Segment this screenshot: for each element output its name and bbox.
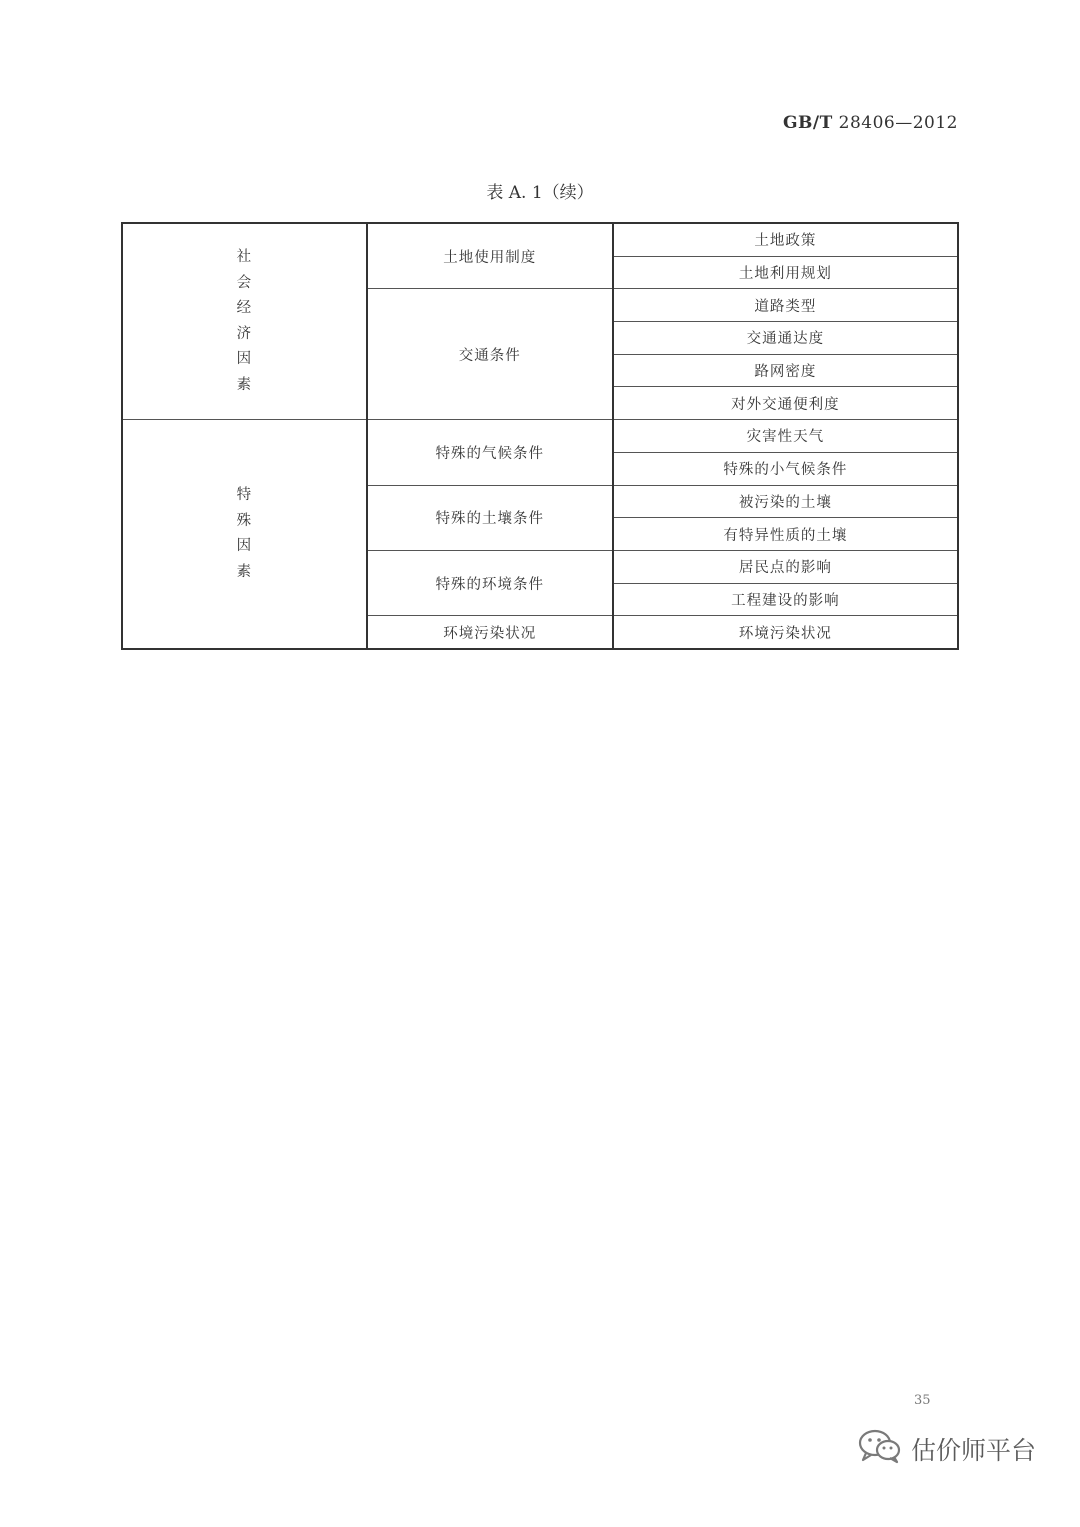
table-row [122, 420, 958, 453]
subgroup-cell: 交通条件 [367, 289, 613, 420]
subgroup-cell: 环境污染状况 [367, 616, 613, 649]
standard-code [783, 113, 958, 133]
subgroup-cell: 特殊的环境条件 [367, 550, 613, 615]
table-title: 表 A. 1（续） [486, 183, 594, 203]
category-cell [122, 420, 367, 649]
standard-code-prefix: GB/T [783, 113, 833, 133]
table-row [122, 223, 958, 256]
category-label-socioeconomic: 社 会 经 济 因 素 [236, 249, 253, 393]
watermark-text: 估价师平台 [911, 1436, 1037, 1465]
item-cell: 灾害性天气 [613, 420, 958, 453]
item-cell: 有特异性质的土壤 [613, 518, 958, 551]
item-cell: 居民点的影响 [613, 550, 958, 583]
item-cell: 交通通达度 [613, 322, 958, 355]
subgroup-cell: 特殊的土壤条件 [367, 485, 613, 550]
item-cell: 环境污染状况 [613, 616, 958, 649]
standard-code-number: 28406—2012 [838, 113, 958, 133]
item-cell: 土地政策 [613, 223, 958, 256]
item-cell: 被污染的土壤 [613, 485, 958, 518]
wechat-icon [857, 1427, 903, 1471]
category-label-special: 特 殊 因 素 [236, 487, 253, 580]
subgroup-cell: 土地使用制度 [367, 223, 613, 289]
page-number: 35 [914, 1393, 931, 1408]
subgroup-cell: 特殊的气候条件 [367, 420, 613, 485]
category-cell [122, 223, 367, 420]
item-cell: 道路类型 [613, 289, 958, 322]
watermark [857, 1427, 1036, 1471]
item-cell: 特殊的小气候条件 [613, 452, 958, 485]
item-cell: 土地利用规划 [613, 256, 958, 289]
item-cell: 路网密度 [613, 354, 958, 387]
item-cell: 工程建设的影响 [613, 583, 958, 616]
item-cell: 对外交通便利度 [613, 387, 958, 420]
factor-table [121, 222, 959, 650]
